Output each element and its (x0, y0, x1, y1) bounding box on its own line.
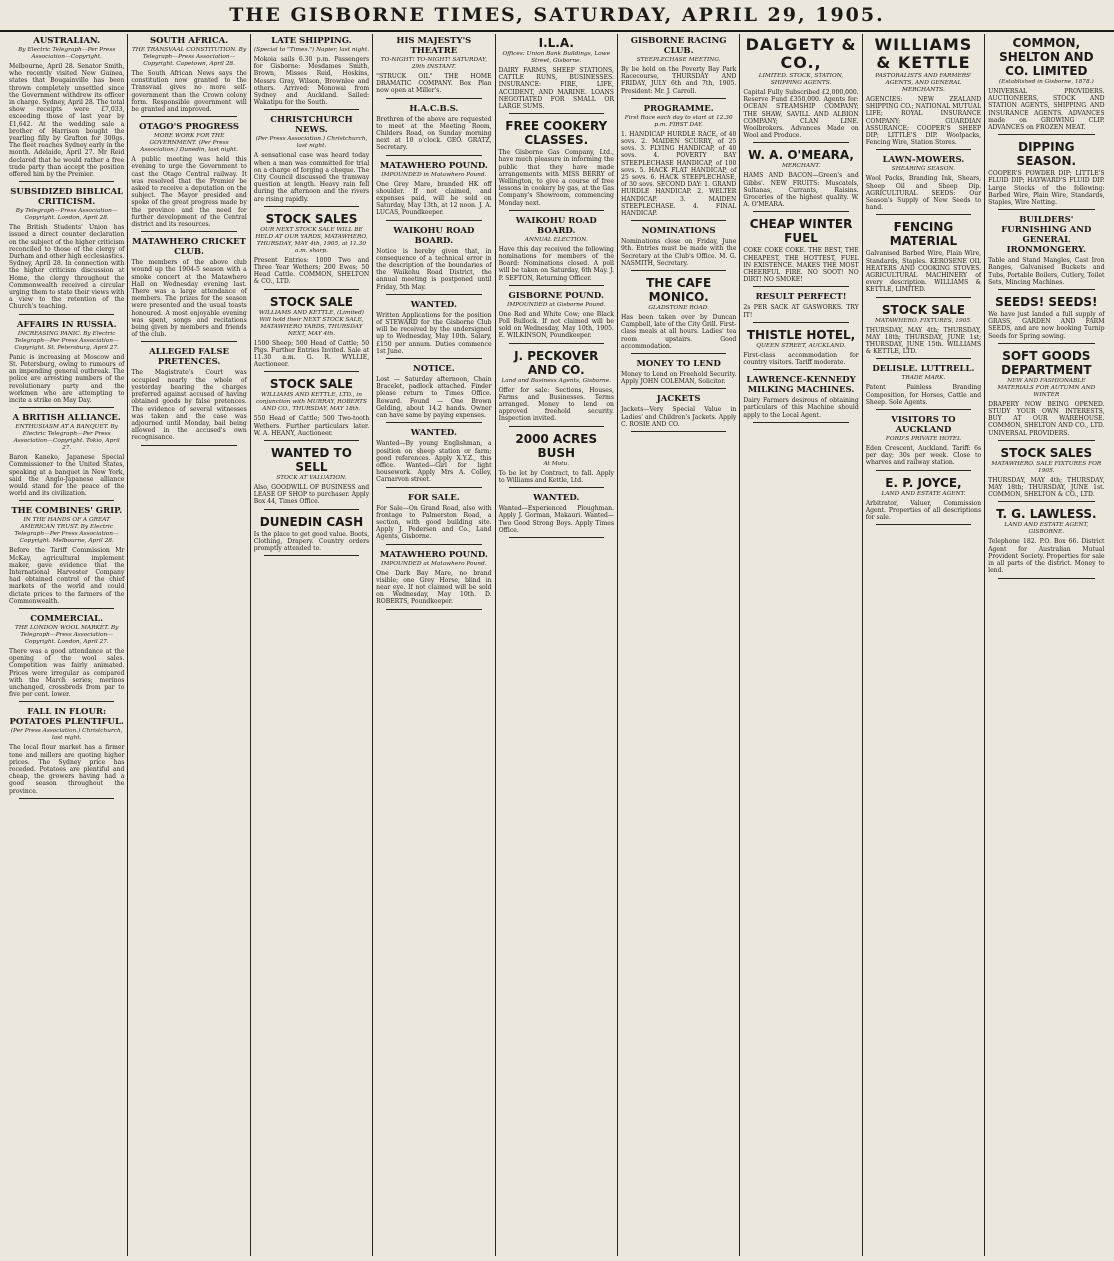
article-divider (264, 371, 359, 372)
article-divider (509, 343, 604, 344)
article-body: Offer for sale: Sections, Houses, Farms and Businesses. Terms arranged. Money to lend on approved freehold security. Inspection invited. (498, 386, 614, 423)
article-headline: COMMON, SHELTON AND CO. LIMITED (999, 36, 1094, 78)
article-body: 1. HANDICAP HURDLE RACE, of 40 sovs. 2. MAIDEN SCURRY, of 25 sovs. 3. FLYING HANDICAP, of 40 sovs. 4. POVERTY BAY STEEPLECHASE HANDICAP, of 100 sovs. 5. HACK FLAT HANDICAP, of 25 sovs. 6. HACK STEEPLECHASE, of 30 sovs. SECOND DAY: 1. GRAND HURDLE HANDICAP. 2. WELTER HANDICAP. 3. MAIDEN STEEPLECHASE. 4. FINAL HANDICAP. (620, 130, 737, 218)
article-body: A sensational case was heard today when a man was committed for trial on a charge of forging a cheque. The City Council discussed the tramway question at length. Heavy rain fell during the afternoon and the rivers are rising rapidly. (253, 152, 370, 203)
article (499, 493, 614, 538)
article-body: Wool Packs, Branding Ink, Shears, Sheep Oil and Sheep Dip. AGRICULTURAL SEEDS: Our Season's Supply of New Seeds to hand. (865, 175, 982, 212)
article-divider (19, 181, 114, 182)
article-body: Have this day received the following nominations for members of the Board: Nominations closed. A poll will be taken on Saturday, 6th May. J. P. SEFTON, Returning Officer. (498, 245, 614, 282)
article-body: Nominations close on Friday, June 9th. Entries must be made with the Secretary at the Club's Office. M. G. NASMITH, Secretary. (620, 238, 737, 267)
article-divider (998, 578, 1094, 579)
article-headline: WANTED. (410, 428, 457, 439)
article-headline: THE CAFE MONICO. (646, 276, 712, 305)
article-body: Telephone 182. P.O. Box 66. District Agent for Australian Mutual Provident Society. Properties for sale in all parts of the district. Money to lend. (988, 538, 1105, 575)
article-divider (264, 440, 359, 441)
article (376, 104, 491, 156)
article-divider (19, 701, 114, 702)
article-divider (264, 109, 359, 110)
article (376, 428, 491, 487)
article (131, 122, 246, 232)
article-body: Lost — Saturday afternoon, Chain Bracelet, padlock attached. Finder please return to Times Office. Reward. Found — One Brown Gelding, about 14.2 hands. Owner can have same by paying expenses. (376, 376, 492, 420)
article-subhead: By Telegraph—Press Association—Copyright. London, April 28. (15, 208, 118, 222)
article-body: Patent Painless Branding Composition, for Horses, Cattle and Sheep. Sole Agents. (865, 384, 982, 406)
article (499, 291, 614, 344)
article-divider (19, 608, 114, 609)
article-headline: SEEDS! SEEDS! (995, 295, 1098, 310)
article-body: By be held on the Poverty Bay Park Racecourse, THURSDAY AND FRIDAY, JULY 6th and 7th, 1905. President: Mr. J. Carroll. (620, 66, 737, 95)
article-subhead: (Per Press Association.) Christchurch, last night. (255, 136, 368, 150)
article (621, 276, 736, 354)
article-subhead: At Motu. (543, 460, 570, 467)
article (988, 140, 1104, 210)
article (988, 507, 1104, 578)
article-divider (141, 341, 236, 342)
article (9, 36, 124, 182)
article-headline: T. G. LAWLESS. (996, 507, 1097, 522)
article-divider (998, 134, 1094, 135)
article-headline: THISTLE HOTEL, (746, 327, 856, 342)
article (743, 292, 858, 322)
article-headline: COMMERCIAL. (30, 613, 104, 624)
article-subhead: QUEEN STREET, AUCKLAND. (756, 342, 846, 349)
article (376, 364, 491, 423)
article-subhead: Offices: Union Bank Buildings, Lowe Street, Gisborne. (502, 51, 611, 64)
article-body: "STRUCK OIL" THE HOME DRAMATIC COMPANY. Box Plan now open at Miller's. (376, 73, 492, 95)
article-divider (876, 409, 971, 410)
article-body: HAMS AND BACON—Green's and Gibbs'. NEW FRUITS: Muscatels, Sultanas, Currants, Raisins. Groceries of the highest quality. W. A. O'MEARA. (743, 172, 859, 209)
article (254, 515, 369, 557)
article-headline: CHRISTCHURCH NEWS. (270, 115, 353, 136)
article-body: The British Students' Union has issued a direct counter declaration on the subject of the higher criticism reconciled to those of the clergy of Durham and other high ecclesiastics. Sydney, April 28. In connection with the higher criticism discussion at Home, the clergy throughout the Commonwealth received a circular urging them to state their views with a view to the retention of the Church's teaching. (9, 224, 125, 311)
article-divider (141, 231, 236, 232)
article-divider (998, 440, 1094, 441)
column-4 (373, 34, 495, 1256)
article-body: Wanted—Experienced Ploughman. Apply J. Gorman, Makauri. Wanted—Two Good Strong Boys. Apply Times Office. (498, 505, 614, 534)
article-headline: 2000 ACRES BUSH (515, 431, 598, 460)
article-body: A public meeting was held this evening to urge the Government to cast the Otago Central railway. It was resolved that the Premier be asked to receive a deputation on the subject. The Mayor presided and spoke of the great progress made by the province and the need for further development of the Central district and its resources. (131, 156, 247, 229)
article (743, 217, 858, 287)
article-divider (876, 358, 971, 359)
article-headline: JACKETS (656, 394, 701, 405)
article-headline: DELISLE. LUTTRELL. (872, 364, 975, 375)
article-body: There was a good attendance at the opening of the wool sales. Competition was fairly animated. Prices were irregular as compared with the March series; merinos unchanged, crossbreds from par to five per cent. lower. (9, 647, 125, 699)
article-headline: NOTICE. (413, 364, 455, 375)
article-subhead: IMPOUNDED at Matawhero Pound. (381, 560, 487, 567)
article-subhead: MERCHANT. (781, 163, 821, 170)
article (988, 349, 1104, 441)
article-divider (386, 609, 481, 610)
article-divider (753, 211, 848, 212)
article-body: Money to Lend on Freehold Security. Apply JOHN COLEMAN, Solicitor. (620, 371, 737, 386)
article (621, 226, 736, 271)
article-headline: LAWRENCE-KENNEDY MILKING MACHINES. (746, 375, 856, 396)
article (743, 328, 858, 370)
article-divider (386, 544, 481, 545)
article-headline: STOCK SALE (881, 302, 965, 317)
article-subhead: NEW AND FASHIONABLE MATERIALS FOR AUTUMN AND WINTER (997, 377, 1096, 398)
article-body: Galvanised Barbed Wire, Plain Wire, Standards, Staples. KEROSENE OIL HEATERS AND COOKING STOVES. AGRICULTURAL MACHINERY of every description. WILLIAMS & KETTLE, LIMITED. (865, 250, 982, 294)
article (988, 446, 1104, 503)
article-body: Table and Stand Mangles, Cast Iron Ranges, Galvanised Buckets and Tubs, Portable Boilers, Cutlery, Toilet Sets, Mincing Machines. (988, 257, 1105, 286)
article (254, 115, 369, 206)
article (131, 237, 246, 342)
article-subhead: OUR NEXT STOCK SALE WILL BE HELD AT OUR YARDS, MATAWHERO, THURSDAY, MAY 4th, 1905, at 11.30 a.m. sharp. (255, 226, 368, 254)
article-body: Arbitrator, Valuer, Commission Agent. Properties of all descriptions for sale. (865, 499, 982, 522)
article-subhead: (Special to "Times.") Napier, last night. (253, 47, 370, 53)
column-2 (128, 34, 250, 1256)
article (499, 349, 614, 427)
article (499, 216, 614, 286)
article-headline: STOCK SALE (269, 294, 354, 309)
article (621, 359, 736, 389)
article-headline: I.L.A. (538, 36, 574, 50)
article-body: The members of the above club wound up the 1904-5 season with a smoke concert at the Matawhero Hall on Wednesday evening last. There was a large attendance of members. The prizes for the season were presented and the usual toasts honoured. A most enjoyable evening was spent, songs and recitations being given by members and friends of the club. (131, 259, 247, 339)
article-headline: E. P. JOYCE, (885, 475, 962, 490)
column-7 (740, 34, 862, 1256)
article-headline: FREE COOKERY CLASSES. (505, 119, 608, 148)
article-body: Also, GOODWILL OF BUSINESS and LEASE OF SHOP to purchaser. Apply Box 44, Times Office. (253, 484, 370, 506)
article-divider (876, 470, 971, 471)
article-body: Melbourne, April 28. Senator Smith, who recently visited New Guinea, states that Bougainville has been thrown completely unsettled since the Government withdrew its officer in charge. Sydney, April 28. The total show receipts were £7,033, exceeding those of last year by £1,642. At the wedding sale a brother of Harrison bought the yearling filly by Grafton for 300gs. The fleet reaches Sydney early in the month. Adelaide, April 27. Mr Reid declared that he would rather a free trade party than accept the position offered him by the Premier. (9, 63, 125, 179)
article-divider (264, 509, 359, 510)
article (9, 614, 124, 702)
article (376, 226, 491, 295)
article (988, 295, 1104, 344)
article-headline: GISBORNE POUND. (508, 290, 604, 301)
article-divider (998, 501, 1094, 502)
article-headline: FOR SALE. (408, 492, 460, 503)
article-headline: AFFAIRS IN RUSSIA. (16, 319, 117, 330)
article-headline: SOFT GOODS DEPARTMENT (1001, 348, 1092, 377)
article-divider (386, 422, 481, 423)
article-divider (264, 289, 359, 290)
article-body: Present Entries: 1000 Two and Three Year Wethers; 200 Ewes; 50 Head Cattle. COMMON, SHELTON & CO., LTD. (253, 256, 370, 286)
article-body: One Red and White Cow; one Black Poll Bullock. If not claimed will be sold on Wednesday, May 10th, 1905. E. WILKINSON, Poundkeeper. (498, 310, 614, 340)
article-headline: DALGETY & CO., (745, 35, 857, 72)
article-divider (386, 220, 481, 221)
article (866, 303, 981, 360)
article (866, 220, 981, 297)
article-divider (141, 116, 236, 117)
article-divider (876, 214, 971, 215)
article-subhead: IN THE HANDS OF A GREAT AMERICAN TRUST. By Electric Telegraph—Per Press Association—Copyright. Melbourne, April 28. (14, 517, 119, 545)
article-headline: DUNEDIN CASH (259, 514, 364, 529)
article-headline: BUILDERS' FURNISHING AND GENERAL IRONMONGERY. (1001, 215, 1092, 256)
article-subhead: LAND AND ESTATE AGENT, GISBORNE. (1004, 522, 1089, 536)
article-headline: GISBORNE RACING CLUB. (630, 36, 727, 56)
article-headline: NOMINATIONS (641, 226, 716, 237)
article-subhead: STEEPLECHASE MEETING. (636, 57, 721, 63)
article-body: THURSDAY, MAY 4th; THURSDAY, MAY 18th; THURSDAY, JUNE 1st. COMMON, SHELTON & CO., LTD. (988, 476, 1105, 499)
article-body: Has been taken over by Duncan Campbell, late of the City Grill. First-class meals at all hours. Ladies' tea room upstairs. Good accommodation. (620, 314, 737, 350)
article-headline: J. PECKOVER AND CO. (514, 348, 599, 377)
article (376, 161, 491, 221)
article-divider (509, 285, 604, 286)
article-divider (264, 555, 359, 556)
article-headline: FENCING MATERIAL (889, 220, 958, 249)
article-subhead: MATAWHERO. SALE FIXTURES FOR 1905. (991, 460, 1102, 474)
article-body: The local flour market has a firmer tone and millers are quoting higher prices. The Sydney price has receded. Potatoes are plentiful and cheap, the growers having had a good season throughout the province. (9, 744, 125, 795)
article-subhead: WILLIAMS AND KETTLE, LTD., in conjunction with MURRAY, ROBERTS AND CO., THURSDAY, MAY 18th. (256, 392, 367, 413)
article-subhead: LIMITED. STOCK, STATION, SHIPPING AGENTS. (758, 73, 844, 86)
article (988, 215, 1104, 290)
article (621, 104, 736, 221)
article-subhead: SHEARING SEASON. (891, 166, 956, 173)
article-divider (509, 537, 604, 538)
article-headline: PROGRAMME. (643, 103, 714, 114)
column-8 (863, 34, 985, 1256)
article-body: COKE COKE COKE. THE BEST, THE CHEAPEST, THE HOTTEST, FUEL IN EXISTENCE. MAKES THE MOST CHEERFUL FIRE. NO SOOT! NO DIRT! NO SMOKE! (743, 247, 859, 284)
newspaper-columns (6, 34, 1108, 1256)
article-body: UNIVERSAL PROVIDERS. AUCTIONEERS, STOCK AND STATION AGENTS, SHIPPING AND INSURANCE AGENTS. ADVANCES made on GROWING CLIP. ADVANCES on FROZEN MEAT. (988, 88, 1105, 132)
article-subhead: (Per Press Association.) Christchurch, last night. (10, 728, 123, 742)
article-divider (998, 209, 1094, 210)
article-divider (753, 142, 848, 143)
article-body: First-class accommodation for country visitors. Tariff moderate. (743, 351, 859, 367)
article (9, 707, 124, 798)
article-headline: W. A. O'MEARA, (748, 148, 854, 163)
article (254, 36, 369, 110)
article-divider (19, 314, 114, 315)
article (376, 36, 491, 99)
article-divider (386, 155, 481, 156)
article-body: Dairy Farmers desirous of obtaining particulars of this Machine should apply to the Local Agent. (743, 397, 859, 419)
article-headline: WAIKOHU ROAD BOARD. (393, 225, 475, 246)
article-divider (509, 426, 604, 427)
article-subhead: TRADE MARK. (901, 375, 946, 382)
article-divider (631, 388, 726, 389)
article-divider (998, 343, 1094, 344)
article-body: 1500 Sheep; 500 Head of Cattle; 50 Pigs. Further Entries Invited. Sale at 11.30 a.m. G. R. WYLLIE, Auctioneer. (253, 339, 370, 369)
article (621, 36, 736, 99)
article-subhead: LAND AND ESTATE AGENT. (881, 490, 966, 497)
article-headline: HIS MAJESTY'S THEATRE (396, 36, 472, 56)
article-body: 550 Head of Cattle; 500 Two-tooth Wethers. Further particulars later. W. A. HEANY, Auctioneer. (253, 415, 370, 437)
article-divider (631, 431, 726, 432)
article-divider (386, 294, 481, 295)
article-divider (19, 407, 114, 408)
article (376, 550, 491, 610)
article (9, 506, 124, 609)
article-subhead: MORE WORK FOR THE GOVERNMENT. (Per Press Association.) Dunedin, last night. (140, 133, 238, 154)
article-divider (876, 524, 971, 525)
article-body: Brethren of the above are requested to meet at the Meeting Room, Childers Road, on Sunday morning next at 10 o'clock. GEO. GRATZ, Secretary. (376, 115, 492, 152)
article-divider (631, 353, 726, 354)
article (254, 295, 369, 373)
article-subhead: Land and Business Agents, Gisborne. (501, 377, 612, 384)
article-body: Notice is hereby given that, in consequence of a technical error in the description of the boundaries of the Waikohu Road District, the annual meeting is postponed until Friday, 5th May. (376, 247, 492, 291)
article-divider (509, 210, 604, 211)
article-divider (509, 487, 604, 488)
article-body: Panic is increasing at Moscow and St. Petersburg, owing to rumours of an impending general outbreak. The police are arresting numbers of the revolutionary party and the workmen who are attempting to incite a strike on May Day. (9, 353, 125, 404)
article-headline: WILLIAMS & KETTLE (874, 35, 973, 72)
article-headline: WANTED TO SELL (271, 446, 352, 475)
article (9, 320, 124, 408)
article-divider (19, 798, 114, 799)
article-body: One Dark Bay Mare, no brand visible; one Grey Horse, blind in near eye. If not claimed will be sold on Wednesday, May 10th. D. ROBERTS, Poundkeeper. (376, 569, 492, 606)
article-headline: H.A.C.B.S. (409, 103, 459, 114)
article-headline: WAIKOHU ROAD BOARD. (515, 215, 597, 236)
column-3 (251, 34, 373, 1256)
article-subhead: THE LONDON WOOL MARKET. By Telegraph—Press Association—Copyright. London, April 27. (14, 624, 119, 645)
article-divider (631, 98, 726, 99)
article-subhead: PASTORALISTS AND FARMERS' AGENTS, AND GENERAL MERCHANTS. (875, 73, 972, 93)
article-headline: SOUTH AFRICA. (149, 36, 229, 46)
article (866, 415, 981, 471)
article-subhead: INCREASING PANIC. By Electric Telegraph—Per Press Association—Copyright. St. Petersburg, April 27. (14, 330, 119, 351)
article (499, 119, 614, 211)
article-subhead: MATAWHERO. FIXTURES, 1905. (875, 317, 972, 324)
article-body: One Grey Mare, branded HK off shoulder. If not claimed, and expenses paid, will be sold on Saturday, May 13th, at 12 noon. J. A. LUCAS, Poundkeeper. (376, 180, 492, 217)
column-1 (6, 34, 128, 1256)
article-headline: SUBSIDIZED BIBLICAL CRITICISM. (10, 187, 124, 208)
article-headline: OTAGO'S PROGRESS (139, 122, 240, 133)
article-divider (509, 113, 604, 114)
article-headline: ALLEGED FALSE PRETENCES. (149, 347, 229, 368)
column-9 (985, 34, 1107, 1256)
article (621, 394, 736, 432)
article-headline: MATAWHERO POUND. (379, 160, 488, 171)
article-subhead: By Electric Telegraph—Per Press Association—Copyright. (18, 47, 116, 60)
article-divider (876, 149, 971, 150)
article-subhead: FORD'S PRIVATE HOTEL (885, 436, 961, 443)
column-5 (496, 34, 618, 1256)
article (499, 432, 614, 488)
article (376, 493, 491, 545)
article (131, 347, 246, 445)
article-body: Baron Kaneko, Japanese Special Commissioner to the United States, speaking at a banquet in New York, said the Anglo-Japanese alliance would stand for the peace of the world and its civilization. (9, 454, 125, 498)
article-body: Capital Fully Subscribed £2,000,000. Reserve Fund £350,000. Agents for: OCEAN STEAMSHIP COMPANY; THE SHAW, SAVILL AND ALBION COMPANY; CLAN LINE. Woolbrokers. Advances Made on Wool and Produce. (743, 89, 859, 140)
article-subhead: TO-NIGHT! TO-NIGHT! SATURDAY, 29th INSTANT. (380, 57, 487, 70)
article-divider (141, 445, 236, 446)
article-subhead: ENTHUSIASM AT A BANQUET. By Electric Telegraph—Per Press Association—Copyright. Tokio, April 27. (13, 424, 120, 452)
article-body: Mokoia sails 6.30 p.m. Passengers for Gisborne: Mesdames Smith, Brown, Misses Reid, Hoskins, Messrs Gray, Wilson, Brownlee and others. Arrived: Monowai from Sydney and Auckland. Sailed: Wakatipu for the South. (253, 56, 370, 107)
article-body: For Sale—On Grand Road, also with frontage to Palmerston Road, a section, with good building site. Apply J. Pedersen and Co., Land Agents, Gisborne. (376, 504, 492, 541)
article (866, 155, 981, 215)
article-subhead: IMPOUNDED in Matawhero Pound. (381, 171, 487, 178)
article-headline: MATAWHERO CRICKET CLUB. (132, 237, 246, 258)
article (254, 446, 369, 510)
article-headline: LATE SHIPPING. (271, 36, 352, 46)
article-subhead: STOCK AT VALUATION. (276, 475, 347, 482)
article-headline: DIPPING SEASON. (1016, 140, 1077, 169)
article-body: Eden Crescent, Auckland. Tariff: 6s per day; 30s per week. Close to wharves and railway station. (865, 445, 982, 467)
article-divider (386, 358, 481, 359)
article (131, 36, 246, 117)
article (866, 36, 981, 150)
article-headline: A BRITISH ALLIANCE. (12, 413, 121, 424)
article (866, 364, 981, 410)
article-subhead: THE TRANSVAAL CONSTITUTION. By Telegraph—Press Association—Copyright. Capetown, April 28. (131, 47, 247, 67)
article-divider (998, 289, 1094, 290)
article-headline: LAWN-MOWERS. (882, 155, 965, 166)
newspaper-masthead: THE GISBORNE TIMES, SATURDAY, APRIL 29, 1905. (0, 0, 1114, 32)
article-body: DRAPERY NOW BEING OPENED. STUDY YOUR OWN INTERESTS, BUY AT OUR WAREHOUSE. COMMON, SHELTON AND CO., LTD. UNIVERSAL PROVIDERS. (988, 400, 1105, 437)
article-body: DAIRY FARMS, SHEEP STATIONS, CATTLE RUNS, BUSINESSES. INSURANCE: FIRE, LIFE, ACCIDENT, AND MARINE. LOANS NEGOTIATED FOR SMALL OR LARGE SUMS. (498, 67, 614, 111)
article-body: COOPER'S POWDER DIP; LITTLE'S FLUID DIP; HAYWARD'S FLUID DIP. Large Stocks of the following: Barbed Wire, Plain Wire, Standards, Staples, Wire Netting. (988, 170, 1105, 207)
article-divider (876, 297, 971, 298)
article-subhead: ANNUAL ELECTION. (524, 236, 588, 243)
article-subhead: IMPOUNDED at Gisborne Pound. (507, 301, 606, 308)
article-body: To be let by Contract, to fall. Apply to Williams and Kettle, Ltd. (498, 469, 614, 484)
article-body: The South African News says the constitution now granted to the Transvaal gives no more self-government than the Crown colony form. Responsible government will be granted and improved. (131, 70, 247, 114)
column-6 (618, 34, 740, 1256)
article-subhead: First Race each day to start at 12.30 p.m. FIRST DAY. (624, 114, 733, 128)
article-divider (631, 220, 726, 221)
article-body: Is the place to get good value. Boots, Clothing, Drapery. Country orders promptly attended to. (253, 530, 370, 553)
article-divider (753, 286, 848, 287)
article (254, 212, 369, 290)
article (743, 375, 858, 423)
article (499, 36, 614, 114)
article-divider (753, 322, 848, 323)
article-headline: STOCK SALES (1000, 445, 1093, 460)
article-headline: VISITORS TO AUCKLAND (891, 415, 956, 436)
article (376, 300, 491, 359)
article-divider (753, 369, 848, 370)
article-subhead: (Established in Gisborne, 1878.) (998, 79, 1094, 85)
article-headline: FALL IN FLOUR: POTATOES PLENTIFUL. (9, 707, 124, 728)
article-headline: THE COMBINES' GRIP. (11, 506, 123, 517)
article-divider (19, 500, 114, 501)
article-divider (753, 422, 848, 423)
article-body: 2s PER SACK AT GASWORKS. TRY IT! (743, 304, 859, 319)
article-body: Before the Tariff Commission Mr McKay, agricultural implement maker, gave evidence that the International Harvester Company had obtained control of the chief markets of the world and could dictate prices to the farmers of the Commonwealth. (9, 547, 125, 605)
article-subhead: GLADSTONE ROAD. (648, 305, 709, 312)
article-headline: MATAWHERO POUND. (379, 549, 488, 560)
article-subhead: WILLIAMS AND KETTLE, (Limited) Will hold their NEXT STOCK SALE, MATAWHERO YARDS, THURSDAY NEXT, MAY 4th. (258, 309, 365, 337)
article (866, 476, 981, 526)
article-headline: WANTED. (533, 493, 580, 504)
article-body: Jackets—Very Special Value in Ladies' and Children's Jackets. Apply C. ROSIE AND CO. (620, 406, 737, 428)
article-body: THURSDAY, MAY 4th; THURSDAY, MAY 18th; THURSDAY, JUNE 1st; THURSDAY, JUNE 15th. WILLIAMS & KETTLE, LTD. (865, 326, 982, 356)
article-headline: MONEY TO LEND (636, 359, 721, 370)
article (988, 36, 1104, 135)
article-headline: STOCK SALE (269, 377, 354, 392)
article-headline: STOCK SALES (265, 211, 358, 226)
article-headline: RESULT PERFECT! (755, 292, 847, 303)
article-headline: AUSTRALIAN. (33, 36, 101, 46)
article-body: The Magistrate's Court was occupied nearly the whole of yesterday hearing the charges preferred against accused of having obtained goods by false pretences. The evidence of several witnesses was taken and the case was adjourned until Monday, bail being allowed in the accused's own recognisance. (131, 369, 247, 442)
article-headline: CHEAP WINTER FUEL (749, 217, 853, 246)
article (254, 377, 369, 441)
article-divider (386, 98, 481, 99)
article-divider (386, 487, 481, 488)
article-body: Written Applications for the position of STEWARD for the Gisborne Club will be received by the undersigned up to Wednesday, May 10th. Salary, £150 per annum. Duties commence 1st June. (376, 311, 492, 355)
article-body: Wanted—By young Englishman, a position on sheep station or farm; good references. Apply X.Y.Z., this office. Wanted—Girl for light housework. Apply Mrs A. Colley, Carnarvon street. (376, 440, 492, 484)
article-body: The Gisborne Gas Company, Ltd., have much pleasure in informing the public that they have made arrangements with MISS BERRY of Wellington, to give a course of free lessons in cookery by gas, at the Gas Company's Showroom, commencing Monday next. (498, 149, 614, 207)
article-divider (264, 206, 359, 207)
article-divider (631, 270, 726, 271)
article-headline: WANTED. (410, 299, 457, 310)
article-body: AGENCIES: NEW ZEALAND SHIPPING CO.; NATIONAL MUTUAL LIFE; ROYAL INSURANCE COMPANY; GUARDIAN ASSURANCE; COOPER'S SHEEP DIP; LITTLE'S DIP. Woolpacks, Fencing Wire, Station Stores. (865, 96, 982, 147)
article (743, 36, 858, 143)
article (9, 187, 124, 314)
article (9, 413, 124, 501)
article (743, 148, 858, 212)
article-body: We have just landed a full supply of GRASS, GARDEN AND FARM SEEDS, and are now booking Turnip Seeds for Spring sowing. (988, 311, 1105, 340)
